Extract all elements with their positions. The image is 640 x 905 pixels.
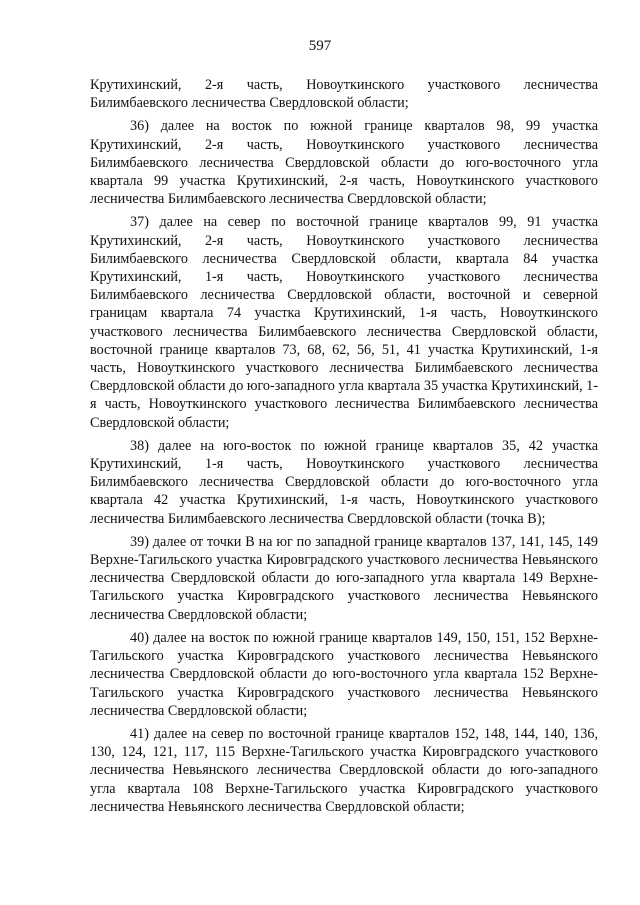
page-number: 597 xyxy=(308,38,332,54)
paragraph-item-40: 40) далее на восток по южной границе кварталов 149, 150, 151, 152 Верхне-Тагильского участка Кировградского участкового лесничества Невьянского лесничества Свердловской области до юго-восточного угла квартала 152 Верхне-Тагильского участка Кировградского участкового лесничества Невьянского лесничества Свердловской области; xyxy=(90,629,598,719)
paragraph-item-39: 39) далее от точки В на юг по западной границе кварталов 137, 141, 145, 149 Верхне-Тагильского участка Кировградского участкового лесничества Невьянского лесничества Свердловской области до юго-западного угла квартала 149 Верхне-Тагильского участка Кировградского участкового лесничества Невьянского лесничества Свердловской области; xyxy=(90,533,598,623)
paragraph-item-38: 38) далее на юго-восток по южной границе кварталов 35, 42 участка Крутихинский, 1-я часть, Новоуткинского участкового лесничества Билимбаевского лесничества Свердловской области до юго-восточного угла квартала 42 участка Крутихинский, 1-я часть, Новоуткинского участкового лесничества Билимбаевского лесничества Свердловской области (точка В); xyxy=(90,437,598,527)
document-body xyxy=(90,76,598,821)
paragraph-item-41: 41) далее на север по восточной границе кварталов 152, 148, 144, 140, 136, 130, 124, 121, 117, 115 Верхне-Тагильского участка Кировградского участкового лесничества Невьянского лесничества Свердловской области до юго-западного угла квартала 108 Верхне-Тагильского участка Кировградского участкового лесничества Невьянского лесничества Свердловской области; xyxy=(90,725,598,815)
paragraph-item-37: 37) далее на север по восточной границе кварталов 99, 91 участка Крутихинский, 2-я часть, Новоуткинского участкового лесничества Билимбаевского лесничества Свердловской области, квартала 84 участка Крутихинский, 1-я часть, Новоуткинского участкового лесничества Билимбаевского лесничества Свердловской области, восточной и северной границам квартала 74 участка Крутихинский, 1-я часть, Новоуткинского участкового лесничества Билимбаевского лесничества Свердловской области, восточной границе кварталов 73, 68, 62, 56, 51, 41 участка Крутихинский, 1-я часть, Новоуткинского участкового лесничества Билимбаевского лесничества Свердловской области до юго-западного угла квартала 35 участка Крутихинский, 1-я часть, Новоуткинского участкового лесничества Билимбаевского лесничества Свердловской области; xyxy=(90,214,598,431)
paragraph-continuation: Крутихинский, 2-я часть, Новоуткинского участкового лесничества Билимбаевского лесничества Свердловской области; xyxy=(90,77,598,112)
paragraph-item-36: 36) далее на восток по южной границе кварталов 98, 99 участка Крутихинский, 2-я часть, Новоуткинского участкового лесничества Билимбаевского лесничества Свердловской области до юго-восточного угла квартала 99 участка Крутихинский, 2-я часть, Новоуткинского участкового лесничества Билимбаевского лесничества Свердловской области; xyxy=(90,118,598,208)
